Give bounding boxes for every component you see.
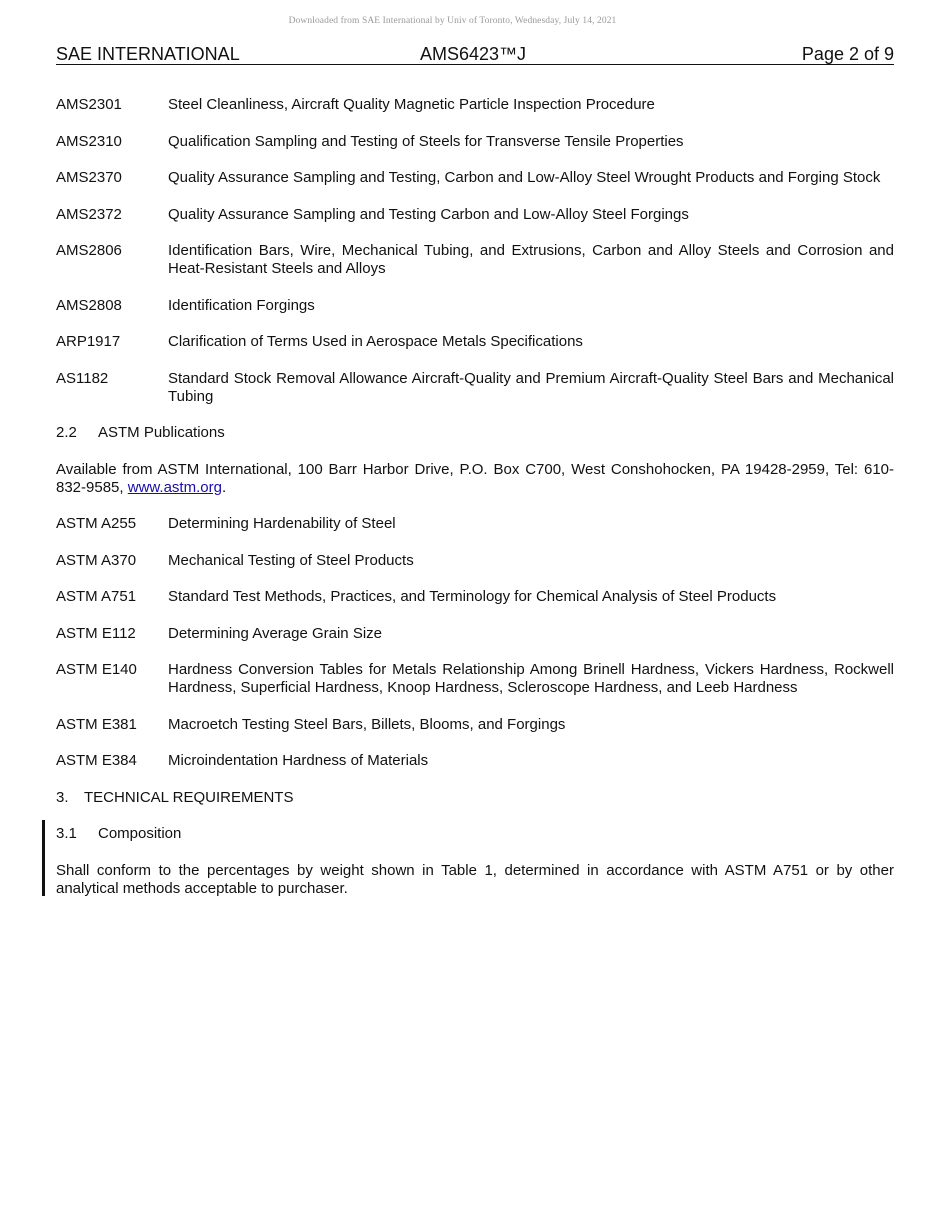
technical-requirements-number: 3. — [56, 788, 69, 806]
sae-reference-row — [56, 169, 894, 187]
reference-code: AMS2310 — [56, 132, 122, 150]
reference-code: ASTM E381 — [56, 715, 137, 733]
astm-reference-row — [56, 661, 894, 697]
astm-reference-row — [56, 625, 894, 643]
reference-title: Steel Cleanliness, Aircraft Quality Magnetic Particle Inspection Procedure — [168, 96, 655, 113]
reference-code: ASTM A751 — [56, 588, 137, 605]
reference-title: Determining Average Grain Size — [168, 624, 382, 642]
header-org: SAE INTERNATIONAL — [56, 44, 240, 64]
reference-title: Mechanical Testing of Steel Products — [168, 551, 414, 569]
reference-title: Standard Test Methods, Practices, and Terminology for Chemical Analysis of Steel Products — [168, 588, 777, 605]
astm-reference-row — [56, 588, 894, 606]
reference-title: Identification Bars, Wire, Mechanical Tubing, and Extrusions, Carbon and Alloy Steels and Corrosion and Heat-Resistant Steels and Alloys — [168, 242, 894, 277]
reference-code: ASTM E384 — [56, 752, 137, 769]
reference-code: ASTM A255 — [56, 515, 137, 532]
header-doc-id: AMS6423™J — [420, 44, 527, 64]
astm-website-link[interactable]: www.astm.org — [127, 478, 222, 496]
reference-title: Macroetch Testing Steel Bars, Billets, Blooms, and Forgings — [168, 715, 566, 733]
reference-title: Identification Forgings — [168, 296, 315, 314]
reference-title: Quality Assurance Sampling and Testing Carbon and Low-Alloy Steel Forgings — [168, 205, 689, 223]
reference-code: ARP1917 — [56, 333, 121, 350]
sae-reference-list — [56, 96, 894, 406]
reference-code: ASTM E112 — [56, 624, 136, 642]
composition-paragraph: Shall conform to the percentages by weight shown in Table 1, determined in accordance with ASTM A751 or by other analytical methods acceptable to purchaser. — [56, 861, 894, 897]
header-page-number: Page 2 of 9 — [801, 44, 894, 64]
reference-title: Determining Hardenability of Steel — [168, 515, 396, 532]
sae-reference-row — [56, 297, 894, 315]
page-header — [56, 44, 894, 65]
revision-change-bar — [42, 820, 45, 896]
astm-reference-row — [56, 515, 894, 533]
document-body — [56, 96, 894, 916]
sae-reference-row — [56, 370, 894, 406]
astm-reference-row — [56, 752, 894, 770]
composition-title: Composition — [98, 825, 182, 842]
reference-title: Clarification of Terms Used in Aerospace Metals Specifications — [168, 333, 583, 350]
reference-title: Hardness Conversion Tables for Metals Relationship Among Brinell Hardness, Vickers Hardness, Rockwell Hardness, Superficial Hardness, Knoop Hardness, Scleroscope Hardness, and Leeb Hardness — [168, 661, 894, 696]
reference-title: Qualification Sampling and Testing of Steels for Transverse Tensile Properties — [168, 132, 684, 150]
astm-availability-text: Available from ASTM International, 100 Barr Harbor Drive, P.O. Box C700, West Conshohocken, PA 19428-2959, Tel: 610-832-9585, — [56, 460, 894, 496]
reference-code: AMS2370 — [56, 169, 122, 186]
sae-reference-row — [56, 206, 894, 224]
astm-reference-list — [56, 515, 894, 770]
reference-code: ASTM A370 — [56, 551, 137, 569]
reference-code: ASTM E140 — [56, 661, 137, 678]
reference-code: AMS2372 — [56, 205, 122, 223]
astm-section-number: 2.2 — [56, 424, 77, 441]
reference-code: AS1182 — [56, 369, 109, 387]
astm-section-heading — [56, 424, 894, 442]
astm-section-title: ASTM Publications — [98, 424, 225, 441]
astm-availability-paragraph — [56, 461, 894, 497]
composition-heading — [56, 825, 894, 843]
sae-reference-row — [56, 133, 894, 151]
astm-availability-period: . — [221, 478, 227, 496]
astm-reference-row — [56, 552, 894, 570]
reference-title: Standard Stock Removal Allowance Aircraft-Quality and Premium Aircraft-Quality Steel Bars and Mechanical Tubing — [168, 369, 894, 405]
composition-number: 3.1 — [56, 825, 77, 842]
sae-reference-row — [56, 96, 894, 114]
reference-code: AMS2806 — [56, 242, 122, 259]
reference-title: Microindentation Hardness of Materials — [168, 752, 429, 769]
technical-requirements-title: TECHNICAL REQUIREMENTS — [84, 788, 294, 806]
technical-requirements-heading — [56, 789, 894, 807]
reference-code: AMS2301 — [56, 96, 122, 113]
sae-reference-row — [56, 242, 894, 278]
reference-code: AMS2808 — [56, 296, 122, 314]
astm-reference-row — [56, 716, 894, 734]
sae-reference-row — [56, 333, 894, 351]
reference-title: Quality Assurance Sampling and Testing, Carbon and Low-Alloy Steel Wrought Products and Forging Stock — [168, 169, 881, 186]
download-watermark: Downloaded from SAE International by Univ of Toronto, Wednesday, July 14, 2021 — [288, 16, 617, 26]
